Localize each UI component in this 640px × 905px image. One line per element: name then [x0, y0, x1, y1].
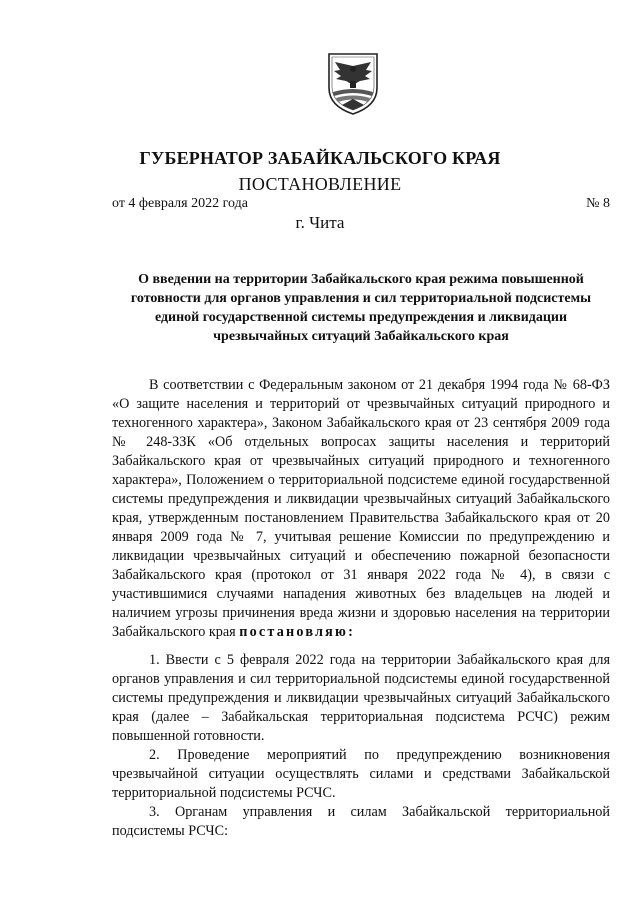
date-number-line	[112, 196, 610, 212]
document-number: № 8	[586, 196, 610, 211]
clause-3: 3. Органам управления и силам Забайкальской территориальной подсистемы РСЧС:	[112, 804, 610, 839]
document-type: ПОСТАНОВЛЕНИЕ	[238, 174, 402, 194]
document-title: О введении на территории Забайкальского края режима повышенной готовности для органов управления и сил территориальной подсистемы единой государственной системы предупреждения и ликвидации чрезвычайных ситуаций Забайкальского края	[130, 272, 592, 344]
issuing-authority: ГУБЕРНАТОР ЗАБАЙКАЛЬСКОГО КРАЯ	[139, 148, 501, 168]
document-date: от 4 февраля 2022 года	[112, 196, 248, 211]
preamble-paragraph	[112, 376, 610, 642]
coat-of-arms-icon	[326, 52, 380, 116]
preamble-text: В соответствии с Федеральным законом от 21 декабря 1994 года № 68-ФЗ «О защите населения и территорий от чрезвычайных ситуаций природного и техногенного характера», Законом Забайкальского края от 23 сентября 2009 года № 248-ЗЗК «Об отдельных вопросах защиты населения и территорий Забайкальского края от чрезвычайных ситуаций природного и техногенного характера», Положением о территориальной подсистеме единой государственной системы предупреждения и ликвидации чрезвычайных ситуаций Забайкальского края, утвержденным постановлением Правительства Забайкальского края от 20 января 2009 года № 7, учитывая решение Комиссии по предупреждению и ликвидации чрезвычайных ситуаций и обеспечению пожарной безопасности Забайкальского края (протокол от 31 января 2022 года № 4), в связи с участившимися случаями нападения животных без владельцев на людей и наличием угрозы причинения вреда жизни и здоровью населения на территории Забайкальского края	[112, 377, 610, 640]
document-city: г. Чита	[295, 213, 345, 232]
clause-1: 1. Ввести с 5 февраля 2022 года на территории Забайкальского края для органов управления и сил территориальной подсистемы единой государственной системы предупреждения и ликвидации чрезвычайных ситуаций Забайкальского края (далее – Забайкальская территориальная подсистема РСЧС) режим повышенной готовности.	[112, 652, 610, 744]
document-body	[112, 376, 610, 841]
clause-2: 2. Проведение мероприятий по предупреждению возникновения чрезвычайной ситуации осуществлять силами и средствами Забайкальской территориальной подсистемы РСЧС.	[112, 747, 610, 801]
decree-word: постановляю:	[239, 624, 355, 640]
